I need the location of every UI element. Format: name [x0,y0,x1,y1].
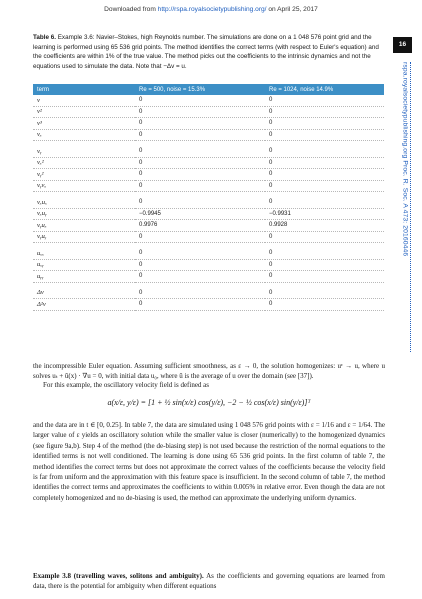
paragraph-euler-text: the incompressible Euler equation. Assuming sufficient smoothness, as ε → 0, the solution homogenizes: uᵋ → u, where u solves uₜ + ū(x) · ∇u = 0, with initial data u₀, where ū is the average of u over the domain (see [37]). [33,362,385,381]
re1024-cell: −0.9931 [265,208,384,220]
example-3-8 [33,571,385,592]
term-cell: uₓᵧ [33,259,135,271]
page-number: 16 [393,37,412,53]
caption-label: Table 6. [33,34,56,41]
download-suffix: on April 25, 2017 [266,6,318,13]
re1024-cell: 0 [265,259,384,271]
re500-cell: 0 [135,259,265,271]
table-row [33,197,384,208]
term-cell: vᵧ² [33,169,135,181]
journal-side-text[interactable]: rspa.royalsocietypublishing.org Proc. R. Soc. A 473: 20160446 [401,62,409,257]
re500-cell: 0 [135,271,265,283]
paragraph-velocity-intro-text: For this example, the oscillatory velocity field is defined as [43,381,210,389]
table-row [33,259,384,271]
re1024-cell: 0 [265,299,384,311]
re500-cell: 0 [135,288,265,299]
table-row [33,157,384,169]
re1024-cell: 0 [265,288,384,299]
term-cell: v [33,95,135,106]
term-cell: vₓ [33,129,135,141]
term-cell: v³ [33,118,135,130]
coefficients-table [33,84,384,311]
example-text: As the coefficients and governing equations are learned from data, there is the potential for ambiguity when different equations [33,572,385,591]
term-cell: vᵧ [33,146,135,157]
table-caption [33,33,385,71]
term-cell: v² [33,106,135,118]
header-term: term [33,84,135,95]
re1024-cell: 0 [265,95,384,106]
re1024-cell: 0 [265,231,384,243]
term-cell: Δ²v [33,299,135,311]
paragraph-table7-text: and the data are in t ∈ [0, 0.25]. In table 7, the data are simulated using 1 048 576 grid points with ε = 1/16 and ε = 1/64. The larger value of ε yields an oscillatory solution while the smaller value is closer (numerically) to the homogenized dynamics (see figure 9a,b). Step 4 of the method (the de-biasing step) is not used because the restriction of the normal equations to the identified terms is not well conditioned. The learning is done using 65 536 grid points. In the first column of table 7, the method identifies the correct terms but does not approximate the correct values of the coefficients because the velocity field is far from uniform and the approximation with this feature space is insufficient. In the second column of table 7, the method identifies the correct terms and approximates the coefficients to within 0.005% in relative error. Even though the data are not completely homogenized and no de-biasing is used, the method can approximate the underlying uniform dynamics. [33,421,385,502]
re500-cell: 0 [135,106,265,118]
table-header-row [33,84,384,95]
re1024-cell: 0 [265,129,384,141]
paragraph-velocity-intro-text-wrap [33,380,385,390]
re1024-cell: 0 [265,118,384,130]
table-row [33,146,384,157]
re1024-cell: 0 [265,180,384,192]
term-cell: Δv [33,288,135,299]
paragraph-table7 [33,420,385,503]
table-body [33,95,384,310]
re500-cell: 0 [135,231,265,243]
table-row [33,208,384,220]
term-cell: vₓ² [33,157,135,169]
term-cell: vᵧuᵧ [33,231,135,243]
term-cell: uᵧᵧ [33,271,135,283]
re1024-cell: 0 [265,157,384,169]
re500-cell: 0 [135,299,265,311]
re500-cell: 0 [135,180,265,192]
re1024-cell: 0 [265,271,384,283]
re1024-cell: 0 [265,248,384,259]
download-prefix: Downloaded from [104,6,158,13]
re1024-cell: 0 [265,197,384,208]
re500-cell: 0 [135,95,265,106]
re500-cell: 0 [135,118,265,130]
table-row [33,231,384,243]
velocity-equation: a(x/ε, y/ε) = [1 + ½ sin(x/ε) cos(y/ε), −2 − ½ cos(x/ε) sin(y/ε)]ᵀ [107,398,311,407]
re1024-cell: 0 [265,146,384,157]
journal-side-dotted-rule [410,62,411,352]
table-row [33,169,384,181]
caption-text: Example 3.6: Navier–Stokes, high Reynolds number. The simulations are done on a 1 048 576 point grid and the learning is performed using 65 536 grid points. The method identifies the correct terms (with respect to Euler's equation) and the coefficients are within 1% of the true value. The method picks out the coefficients to the intrinsic dynamics and not the equations used to simulate the data. Note that −Δv = u. [33,34,379,70]
table-row [33,106,384,118]
download-notice [0,6,422,13]
re500-cell: 0 [135,197,265,208]
table-row [33,248,384,259]
re1024-cell: 0.9928 [265,220,384,232]
header-re1024: Re = 1024, noise 14.9% [265,84,384,95]
table-row [33,180,384,192]
re500-cell: 0 [135,146,265,157]
example-heading: Example 3.8 (travelling waves, solitons and ambiguity). [33,572,204,580]
term-cell: vᵧvₓ [33,180,135,192]
re500-cell: 0 [135,157,265,169]
table-row [33,95,384,106]
re1024-cell: 0 [265,106,384,118]
table-row [33,129,384,141]
table-row [33,118,384,130]
header-re500: Re = 500, noise = 15.3% [135,84,265,95]
table-row [33,288,384,299]
paragraph-euler [33,361,385,382]
table-row [33,271,384,283]
re500-cell: 0 [135,169,265,181]
re1024-cell: 0 [265,169,384,181]
re500-cell: 0.9976 [135,220,265,232]
table-row [33,299,384,311]
term-cell: vₓuₓ [33,197,135,208]
re500-cell: 0 [135,129,265,141]
re500-cell: −0.9945 [135,208,265,220]
re500-cell: 0 [135,248,265,259]
table-row [33,220,384,232]
download-url-link[interactable]: http://rspa.royalsocietypublishing.org/ [157,6,267,13]
term-cell: vᵧuₓ [33,220,135,232]
term-cell: uₓₓ [33,248,135,259]
term-cell: vₓuᵧ [33,208,135,220]
